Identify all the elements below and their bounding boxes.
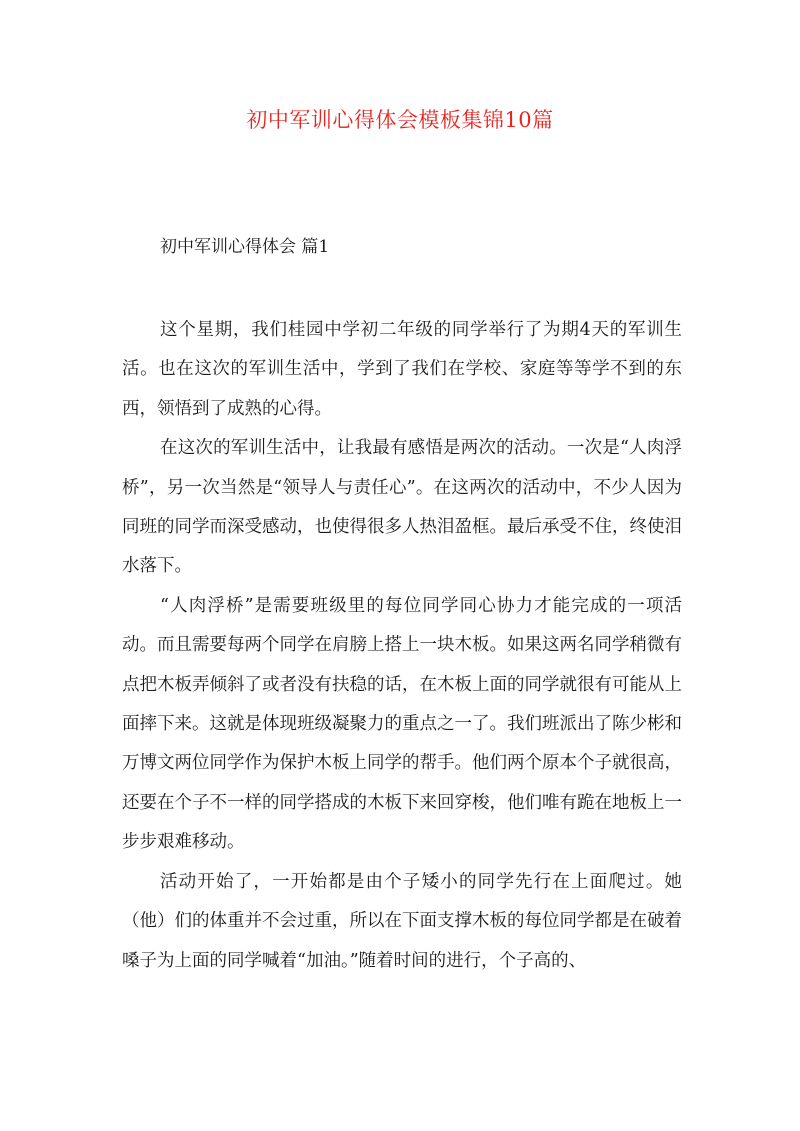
document-title: 初中军训心得体会模板集锦10篇 — [246, 108, 554, 132]
section-heading: 初中军训心得体会 篇1 — [160, 237, 330, 257]
paragraph: 在这次的军训生活中，让我最有感悟是两次的活动。一次是“人肉浮桥”，另一次当然是“领导人与责任心”。在这两次的活动中，不少人因为同班的同学而深受感动，也使得很多人热泪盈框。最后承受不住，终使泪水落下。 — [122, 438, 682, 577]
document-body — [122, 311, 682, 981]
paragraph: 这个星期，我们桂园中学初二年级的同学举行了为期4天的军训生活。也在这次的军训生活中，学到了我们在学校、家庭等等学不到的东西，领悟到了成熟的心得。 — [122, 320, 682, 419]
paragraph: “人肉浮桥”是需要班级里的每位同学同心协力才能完成的一项活动。而且需要每两个同学在肩膀上搭上一块木板。如果这两名同学稍微有点把木板弄倾斜了或者没有扶稳的话，在木板上面的同学就很有可能从上面摔下来。这就是体现班级凝聚力的重点之一了。我们班派出了陈少彬和万博文两位同学作为保护木板上同学的帮手。他们两个原本个子就很高，还要在个子不一样的同学搭成的木板下来回穿梭，他们唯有跪在地板上一步步艰难移动。 — [122, 595, 682, 853]
paragraph: 活动开始了，一开始都是由个子矮小的同学先行在上面爬过。她（他）们的体重并不会过重，所以在下面支撑木板的每位同学都是在破着嗓子为上面的同学喊着“加油。”随着时间的进行，个子高的、 — [122, 871, 682, 971]
